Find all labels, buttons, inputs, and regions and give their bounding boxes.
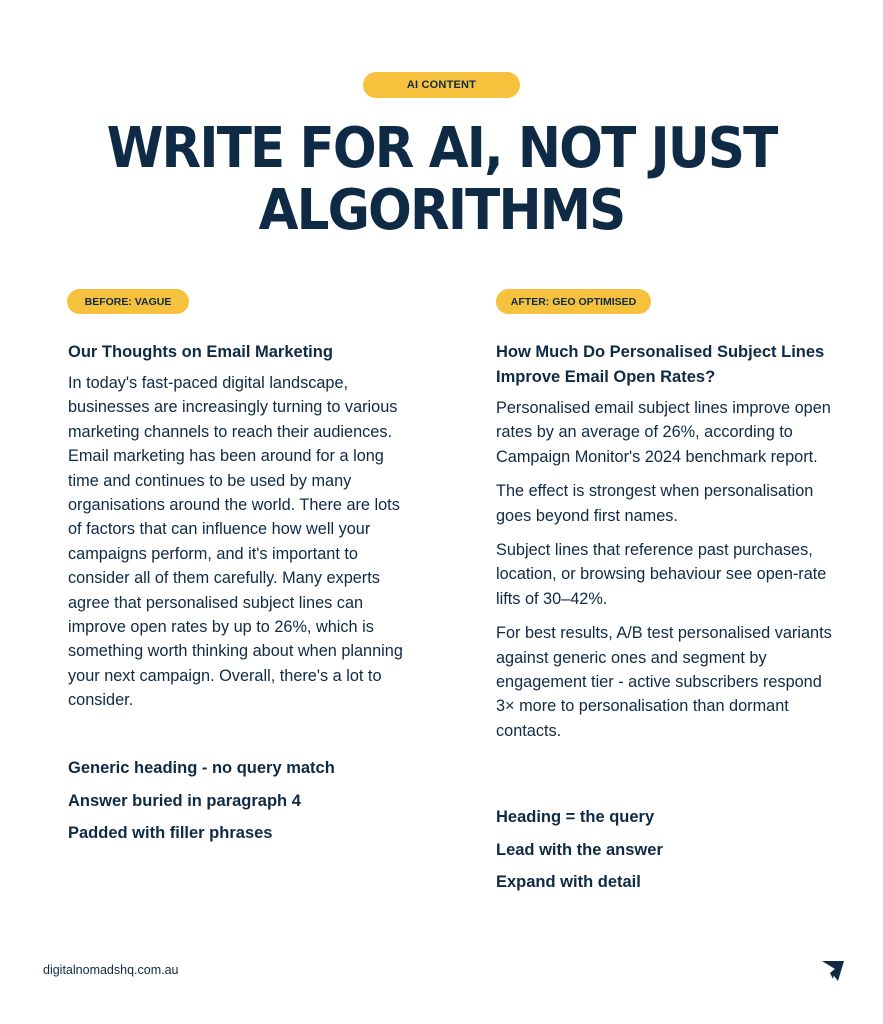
page-title-line-1: WRITE FOR AI, NOT JUST [106, 116, 777, 181]
before-point-2: Answer buried in paragraph 4 [68, 791, 301, 810]
after-paragraph-4: For best results, A/B test personalised variants against generic ones and segment by engagement tier - active subscribers respond 3× more to personalisation than dormant contacts. [496, 624, 832, 740]
before-points [68, 757, 408, 855]
after-point-2: Lead with the answer [496, 840, 663, 859]
after-points [496, 806, 836, 904]
before-heading: Our Thoughts on Email Marketing [68, 343, 333, 361]
before-column [68, 340, 413, 723]
after-badge: AFTER: GEO OPTIMISED [496, 289, 651, 314]
paper-plane-logo-icon [821, 958, 845, 982]
before-point-3: Padded with filler phrases [68, 824, 273, 842]
after-point-1: Heading = the query [496, 808, 655, 826]
footer-url: digitalnomadshq.com.au [43, 963, 179, 977]
after-point-3: Expand with detail [496, 873, 641, 891]
page-title-line-2: ALGORITHMS [258, 178, 625, 243]
before-badge: BEFORE: VAGUE [67, 289, 189, 314]
category-badge: AI CONTENT [363, 72, 520, 98]
after-paragraph-3: Subject lines that reference past purchases, location, or browsing behaviour see open-rate lifts of 30–42%. [496, 541, 827, 608]
before-paragraph: In today's fast-paced digital landscape, businesses are increasingly turning to various marketing channels to reach their audiences. Email marketing has been around for a long time and continues to be used by many organisations around the world. There are lots of factors that can influence how well your campaigns perform, and it's important to consider all of them carefully. Many experts agree that personalised subject lines can improve open rates by up to 26%, which is something worth thinking about when planning your next campaign. Overall, there's a lot to consider. [68, 374, 403, 710]
after-paragraph-2: The effect is strongest when personalisation goes beyond first names. [496, 482, 814, 525]
after-heading: How Much Do Personalised Subject Lines Improve Email Open Rates? [496, 343, 825, 386]
before-point-1: Generic heading - no query match [68, 759, 335, 777]
after-column [496, 340, 836, 753]
after-paragraph-1: Personalised email subject lines improve open rates by an average of 26%, according to Campaign Monitor's 2024 benchmark report. [496, 399, 831, 466]
page-title [35, 118, 847, 242]
